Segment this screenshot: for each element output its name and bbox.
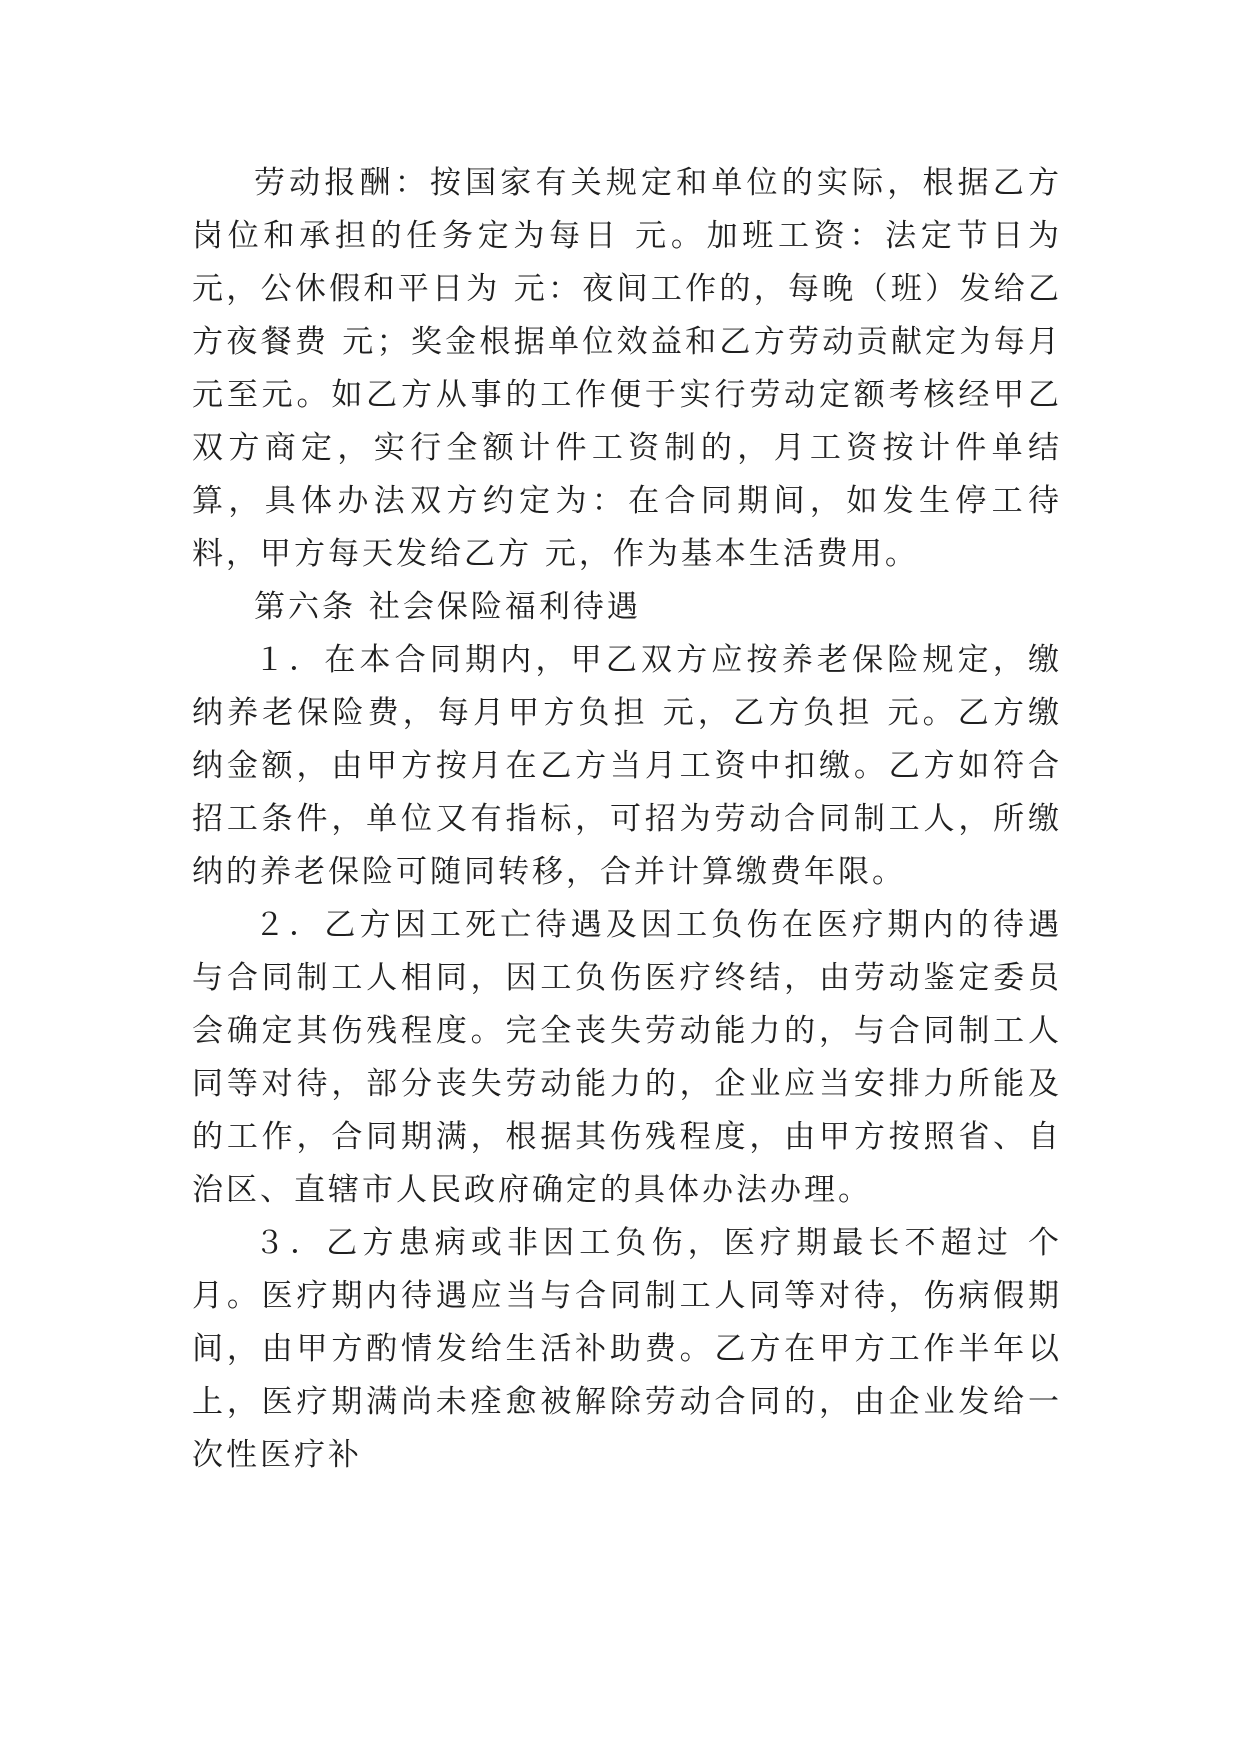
paragraph-pension-insurance: １．在本合同期内，甲乙双方应按养老保险规定，缴纳养老保险费，每月甲方负担 元，乙方负担 元。乙方缴纳金额，由甲方按月在乙方当月工资中扣缴。乙方如符合招工条件，单位又有指标，可招为劳动合同制工人，所缴纳的养老保险可随同转移，合并计算缴费年限。 [192,642,1062,890]
paragraph-illness-medical-period: ３．乙方患病或非因工负伤，医疗期最长不超过 个月。医疗期内待遇应当与合同制工人同等对待，伤病假期间，由甲方酌情发给生活补助费。乙方在甲方工作半年以上，医疗期满尚未痊愈被解除劳动合同的，由企业发给一次性医疗补 [192,1225,1062,1473]
paragraph-labor-remuneration: 劳动报酬：按国家有关规定和单位的实际，根据乙方岗位和承担的任务定为每日 元。加班工资：法定节日为 元，公休假和平日为 元：夜间工作的，每晚（班）发给乙方夜餐费 元；奖金根据单位效益和乙方劳动贡献定为每月元至元。如乙方从事的工作便于实行劳动定额考核经甲乙双方商定，实行全额计件工资制的，月工资按计件单结算，具体办法双方约定为：在合同期间，如发生停工待料，甲方每天发给乙方 元，作为基本生活费用。 [192,165,1075,572]
document-body [192,157,1075,1482]
article-six-heading: 第六条 社会保险福利待遇 [254,589,641,625]
paragraph-work-injury: ２．乙方因工死亡待遇及因工负伤在医疗期内的待遇与合同制工人相同，因工负伤医疗终结，由劳动鉴定委员会确定其伤残程度。完全丧失劳动能力的，与合同制工人同等对待，部分丧失劳动能力的，企业应当安排力所能及的工作，合同期满，根据其伤残程度，由甲方按照省、自治区、直辖市人民政府确定的具体办法办理。 [192,907,1062,1208]
